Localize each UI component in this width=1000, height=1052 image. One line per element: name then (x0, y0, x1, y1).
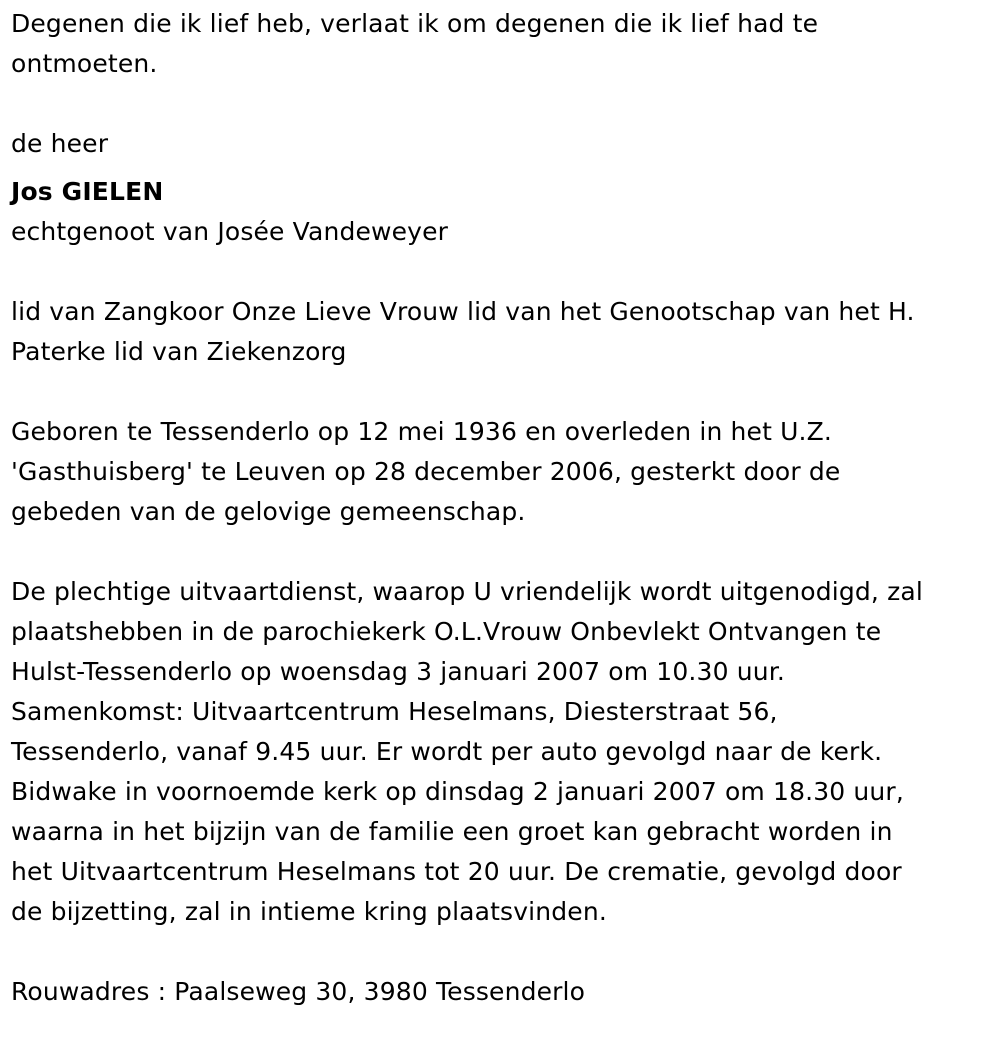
funeral-line: Samenkomst: Uitvaartcentrum Heselmans, Diesterstraat 56, (11, 697, 778, 726)
memberships-line: lid van Zangkoor Onze Lieve Vrouw lid van het Genootschap van het H. (11, 297, 915, 326)
funeral-line: Hulst-Tessenderlo op woensdag 3 januari 2007 om 10.30 uur. (11, 657, 785, 686)
deceased-block (11, 124, 986, 252)
address-paragraph (11, 972, 986, 1012)
birth-death-line: gebeden van de gelovige gemeenschap. (11, 497, 526, 526)
deceased-name: Jos GIELEN (11, 177, 164, 206)
honorific: de heer (11, 129, 109, 158)
mourning-address: Rouwadres : Paalseweg 30, 3980 Tessenderlo (11, 977, 586, 1006)
birth-death-line: Geboren te Tessenderlo op 12 mei 1936 en overleden in het U.Z. (11, 417, 833, 446)
funeral-line: plaatshebben in de parochiekerk O.L.Vrouw Onbevlekt Ontvangen te (11, 617, 882, 646)
motto-paragraph (11, 4, 986, 84)
funeral-line: de bijzetting, zal in intieme kring plaatsvinden. (11, 897, 607, 926)
memberships-line: Paterke lid van Ziekenzorg (11, 337, 347, 366)
funeral-line: De plechtige uitvaartdienst, waarop U vriendelijk wordt uitgenodigd, zal (11, 577, 923, 606)
motto-line: ontmoeten. (11, 49, 158, 78)
funeral-line: het Uitvaartcentrum Heselmans tot 20 uur. De crematie, gevolgd door (11, 857, 902, 886)
funeral-line: Tessenderlo, vanaf 9.45 uur. Er wordt per auto gevolgd naar de kerk. (11, 737, 883, 766)
funeral-paragraph (11, 572, 986, 932)
memberships-paragraph (11, 292, 986, 372)
funeral-line: waarna in het bijzijn van de familie een groet kan gebracht worden in (11, 817, 893, 846)
funeral-line: Bidwake in voornoemde kerk op dinsdag 2 januari 2007 om 18.30 uur, (11, 777, 904, 806)
motto-line: Degenen die ik lief heb, verlaat ik om degenen die ik lief had te (11, 9, 819, 38)
birth-death-paragraph (11, 412, 986, 532)
obituary-notice (11, 4, 986, 1052)
spouse-line: echtgenoot van Josée Vandeweyer (11, 217, 449, 246)
birth-death-line: 'Gasthuisberg' te Leuven op 28 december 2006, gesterkt door de (11, 457, 841, 486)
